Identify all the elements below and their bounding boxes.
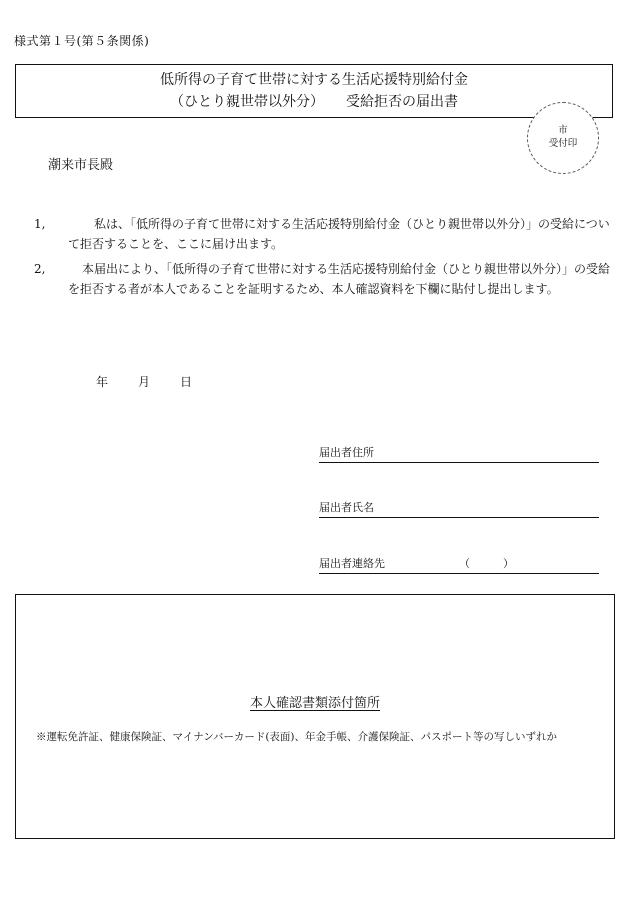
name-field[interactable] [319,499,599,518]
address-label: 届出者住所 [319,446,374,459]
reception-stamp-circle [527,102,599,174]
date-line [96,373,222,390]
clause-text: 私は、「低所得の子育て世帯に対する生活応援特別給付金（ひとり親世帯以外分）」の受給について拒否することを、ここに届け出ます。 [68,217,610,251]
contact-label: 届出者連絡先 [319,557,385,570]
document-title-name: 受給拒否の届出書 [346,94,458,110]
contact-field[interactable] [319,555,599,574]
date-year: 年 [96,375,109,389]
clause-number: 2, [34,262,46,276]
name-label: 届出者氏名 [319,501,374,514]
document-title-box [15,64,613,118]
id-attachment-box [15,594,615,839]
addressee: 潮来市長殿 [48,158,114,173]
document-title-subtitle: （ひとり親世帯以外分） [170,94,324,110]
clause-number: 1, [34,217,46,231]
date-month: 月 [138,375,151,389]
clause-text: 本届出により、「低所得の子育て世帯に対する生活応援特別給付金（ひとり親世帯以外分）」の受給を拒否する者が本人であることを証明するため、本人確認資料を下欄に貼付し提出します。 [68,262,611,296]
attachment-title [16,692,614,711]
attachment-title-text: 本人確認書類添付箇所 [249,696,380,711]
stamp-reception-label: 受付印 [548,138,578,149]
date-day: 日 [180,375,193,389]
clause-1 [34,214,614,254]
document-title-line2 [16,91,612,113]
form-number: 様式第１号(第５条関係) [14,34,150,48]
clause-2 [34,259,614,299]
address-field[interactable] [319,444,599,463]
document-title-line1: 低所得の子育て世帯に対する生活応援特別給付金 [160,72,468,88]
contact-parentheses: （ ） [459,557,514,570]
stamp-city-label: 市 [558,125,568,136]
attachment-note: ※運転免許証、健康保険証、マイナンバーカード(表面)、年金手帳、介護保険証、パスポート等の写しいずれか [36,731,558,743]
